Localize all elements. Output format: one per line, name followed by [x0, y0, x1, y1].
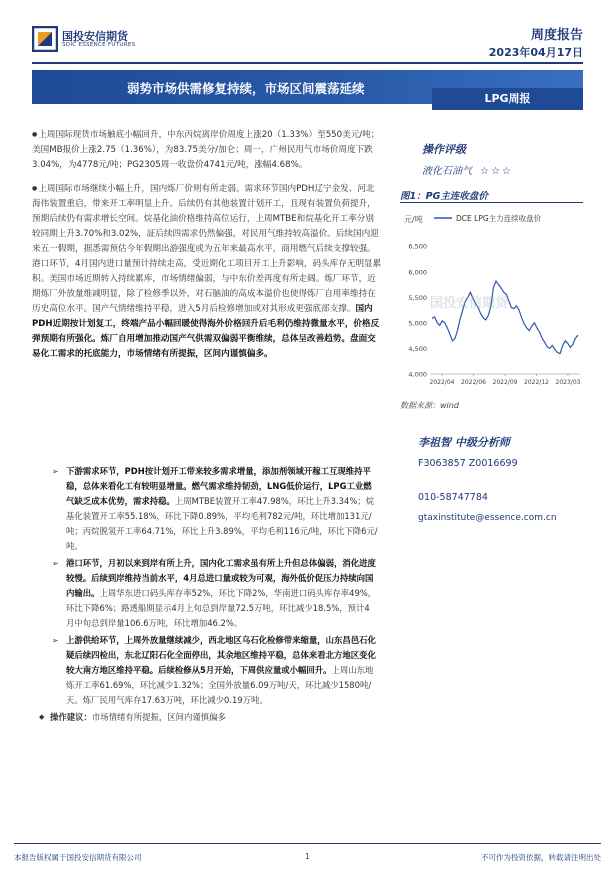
y-tick-label: 6,500: [408, 242, 427, 251]
report-date: 2023年04月17日: [488, 46, 583, 59]
company-logo: [32, 26, 142, 54]
analyst-name: 李祖智 中级分析师: [418, 436, 510, 449]
x-tick-label: 2022/12: [524, 379, 549, 386]
x-tick-label: 2022/09: [492, 379, 518, 386]
rating-line: [422, 162, 513, 177]
y-tick-label: 6,000: [408, 268, 427, 277]
operation-advice: ◆ 操作建议：市场情绪有所提振，区间内谨慎偏多: [42, 710, 378, 725]
page-number: 1: [305, 852, 310, 861]
detail-item-port: ➢ 港口环节，月初以来到岸有所上升，国内化工需求虽有所上升但总体偏弱，消化进度较慢。后续到岸维持当前水平，4月总进口量或较为可观，海外低价促压力持续向国内输出。上周华东进口码头库存率52%，环比下降2%，华南进口码头库存率49%，环比下降6%；路透船期显示4月上旬总到岸量72.5万吨，环比减少18.5%，预计4月中旬总到岸量106.6万吨，环比增加46.2%。: [52, 556, 378, 631]
summary-conclusion: 国内PDH近期按计划复工，终端产品小幅回暖使得海外价格回升后毛利仍维持微量水平，价格反弹预期有所强化。炼厂自用增加推动国产气供需双偏弱平衡维续，总体呈改善趋势。盘面交易化工需求的托底能力，市场情绪有所提振，区间内谨慎偏多。: [32, 304, 380, 359]
company-name-en: SDIC ESSENCE FUTURES: [62, 42, 136, 48]
footer-disclaimer: 不可作为投资依据，转载请注明出处: [481, 853, 601, 862]
y-tick-label: 5,500: [408, 293, 427, 302]
header-divider: [32, 62, 583, 64]
detail-section: [52, 464, 378, 725]
detail-item-demand: ➢ 下游需求环节，PDH按计划开工带来较多需求增量，添加剂领域开稼工互现维持平稳，总体来看化工有较明显增量。燃气需求维持韧劲，LNG低价运行，LPG工业燃气缺乏成本优势，需求持稳。上周MTBE装置开工率47.98%，环比上升3.34%；烷基化装置开工率55.18%，环比下降0.89%，平均毛利782元/吨，环比增加131元/吨；丙烷脱氢开工率64.71%，环比上升3.89%，平均毛利116元/吨，环比下降6元/吨。: [52, 464, 378, 554]
figure-title: 图1：PG主连收盘价: [400, 191, 488, 202]
analyst-email[interactable]: gtaxinstitute@essence.com.cn: [418, 513, 557, 523]
summary-section: [32, 127, 382, 370]
star-icon: ☆☆☆: [480, 166, 513, 177]
y-tick-label: 5,000: [408, 319, 427, 328]
figure-divider: [400, 202, 583, 203]
y-tick-label: 4,000: [408, 370, 427, 379]
detail-item-supply: ➢ 上游供给环节，上周外放量继续减少，西北地区乌石化检修带来缩量，山东昌邑石化疑后续四检出，东北辽阳石化全面停出，其余地区维持平稳，总体来看北方地区变化较大南方地区维持平稳。后续检修从5月开始，下周供应量或小幅回升。上周山东地炼开工率61.69%，环比减少1.32%；全国外放量6.09万吨/天，环比减少1580吨/天。炼厂民用气库存17.63万吨，环比减少0.19万吨。: [52, 633, 378, 708]
summary-paragraph-view: ● 上周国际市场继续小幅上升，国内炼厂价则有所走弱。需求环节国内PDH辽宁金发、河北海伟装置重启，带来开工率明显上升。后续仍有其他装置计划开工，且现有装置负荷提升，预期后续仍有需求增长空间。烷基化油价格维持高位运行，上周MTBE和烷基化开工率分别较同期上升3.70%和3.02%，証后续四需求仍然偏强，对民用气维持较高溢价。后续国内迎来五一假期，据悉需预估今年假期出游强度或为五年来最高水平，商用燃气后续支撑较强。港口环节，4月国内进口量预计持续走高，受近期化工项目开工上升影响，码头库存无明显累积。美国市场近期转入持续累库，市场情绪偏弱，与中东价差再度有所走阔。炼厂环节，近期炼厂外放量维减明显，除了检修季以外，对石脑油的高成本溢价也使得炼厂自用率维持在历史高位水平。国产气情绪维持平稳，进入5月后检修增加或对其形成更强底部支撑。国内PDH近期按计划复工，终端产品小幅回暖使得海外价格回升后毛利仍维持微量水平，价格反弹预期有所强化。炼厂自用增加推动国产气供需双偏弱平衡维续，总体呈改善趋势。盘面交易化工需求的托底能力，市场情绪有所提振，区间内谨慎偏多。: [32, 181, 382, 362]
analyst-phone: 010-58747784: [418, 492, 488, 503]
legend-label: DCE LPG主力连续收盘价: [456, 214, 542, 223]
figure-source: 数据来源：wind: [400, 401, 459, 410]
rating-title: 操作评级: [422, 143, 466, 156]
summary-paragraph-price: ● 上周国际现货市场触底小幅回升，中东丙烷离岸价周度上涨20（1.33%）至550美元/吨；美国MB报价上涨2.75（1.36%），为83.75美分/加仑；周一，广州民用气市场价周度下跌3.04%，为4778元/吨；PG2305周一收盘价4741元/吨，涨幅4.68%。: [32, 127, 382, 173]
footer-copyright: 本报告版权属于国投安信期货有限公司: [14, 853, 142, 862]
report-title: 弱势市场供需修复持续，市场区间震荡延续: [127, 81, 365, 96]
analyst-cert: F3063857 Z0016699: [418, 458, 518, 469]
y-axis-unit: 元/吨: [404, 215, 423, 224]
watermark: 国投安信期货: [430, 296, 509, 311]
footer-divider: [14, 843, 601, 844]
report-tag: LPG周报: [432, 88, 583, 110]
company-name-cn: 国投安信期货: [62, 30, 128, 43]
company-logo-icon: [32, 26, 58, 52]
report-type: 周度报告: [530, 28, 583, 43]
rating-product: 液化石油气: [422, 166, 472, 177]
x-tick-label: 2023/03: [555, 379, 581, 386]
x-tick-label: 2022/04: [429, 379, 455, 386]
y-tick-label: 4,500: [408, 344, 427, 353]
x-tick-label: 2022/06: [461, 379, 486, 386]
